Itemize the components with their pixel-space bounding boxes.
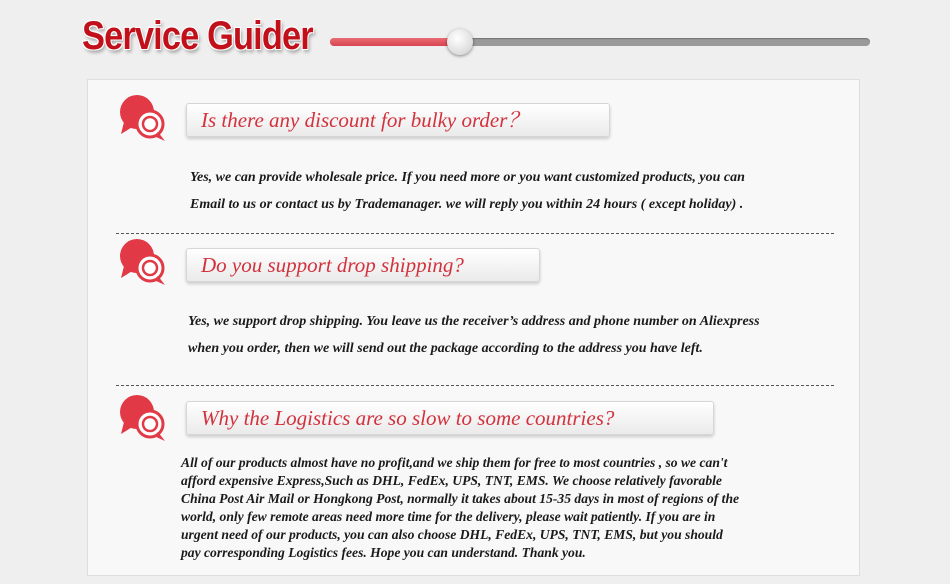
question-heading: Do you support drop shipping?	[186, 248, 540, 282]
slider-fill	[330, 38, 460, 46]
slider-knob[interactable]	[447, 29, 473, 55]
answer-line: when you order, then we will send out the package according to the address you have left.	[188, 341, 703, 356]
answer-line: Yes, we support drop shipping. You leave us the receiver’s address and phone number on Aliexpress	[188, 314, 760, 329]
section-divider	[116, 385, 834, 386]
answer-text	[190, 164, 745, 218]
answer-line: pay corresponding Logistics fees. Hope you can understand. Thank you.	[181, 545, 586, 560]
answer-line: All of our products almost have no profit,and we ship them for free to most countries , so we can't	[181, 455, 728, 470]
faq-panel	[87, 79, 860, 576]
answer-line: Email to us or contact us by Trademanager. we will reply you within 24 hours ( except holiday) .	[190, 197, 744, 212]
progress-slider[interactable]	[330, 38, 870, 46]
chat-bubbles-icon	[118, 394, 168, 444]
answer-line: urgent need of our products, you can also choose DHL, FedEx, UPS, TNT, EMS, but you should	[181, 527, 723, 542]
answer-line: world, only few remote areas need more time for the delivery, please wait patiently. If you are in	[181, 509, 716, 524]
answer-text	[181, 454, 739, 562]
chat-bubbles-icon	[118, 94, 168, 144]
answer-text	[188, 308, 760, 362]
page-title: Service Guider	[82, 14, 313, 58]
question-heading: Why the Logistics are so slow to some countries?	[186, 401, 714, 435]
answer-line: China Post Air Mail or Hongkong Post, normally it takes about 15-35 days in most of regions of the	[181, 491, 740, 506]
question-heading: Is there any discount for bulky order？	[186, 103, 610, 137]
answer-line: Yes, we can provide wholesale price. If you need more or you want customized products, you can	[190, 170, 745, 185]
answer-line: afford expensive Express,Such as DHL, FedEx, UPS, TNT, EMS. We choose relatively favorable	[181, 473, 722, 488]
section-divider	[116, 233, 834, 234]
chat-bubbles-icon	[118, 238, 168, 288]
